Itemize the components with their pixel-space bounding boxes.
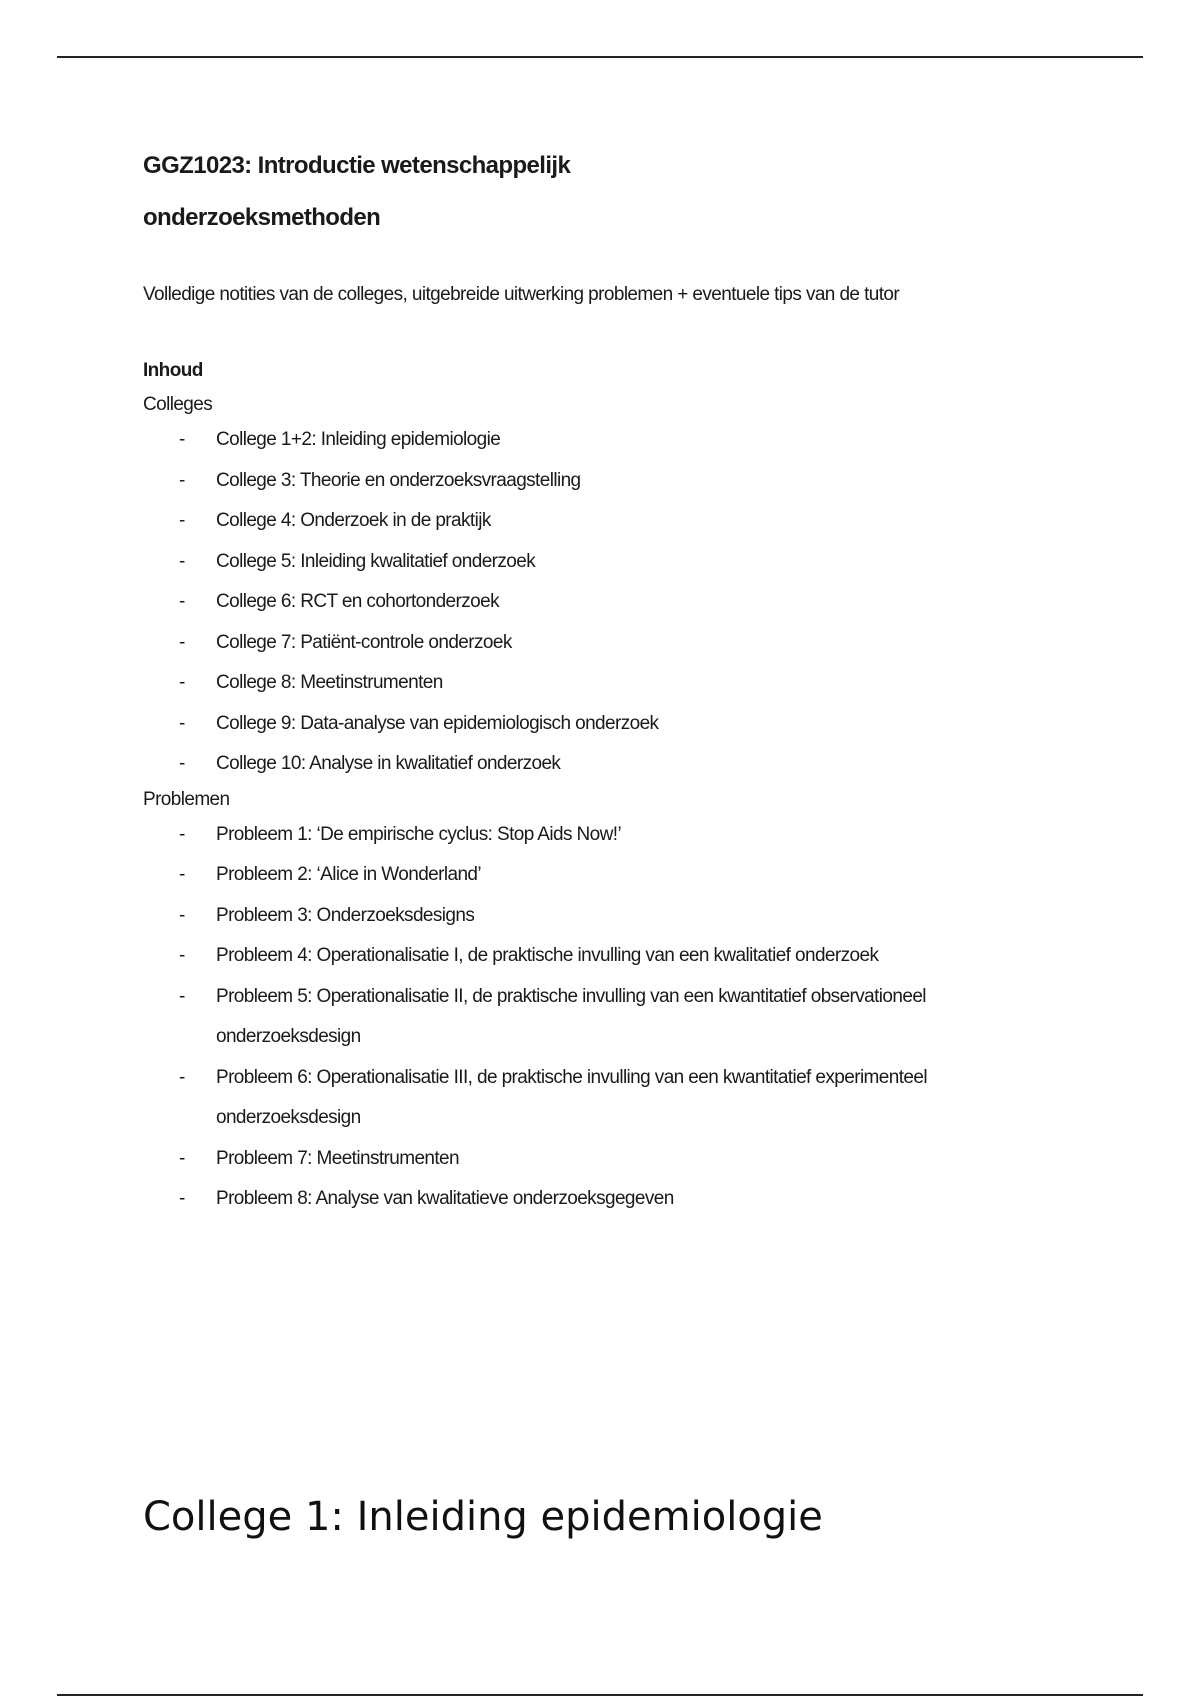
page-bottom-rule (57, 1694, 1143, 1696)
toc-item[interactable] (143, 582, 1103, 623)
bullet-dash: - (179, 550, 185, 572)
toc-item-label: Probleem 5: Operationalisatie II, de praktische invulling van een kwantitatief observationeel onderzoeksdesign (216, 985, 926, 1047)
document-body (143, 140, 1103, 1220)
toc-item[interactable] (143, 977, 1103, 1058)
bullet-dash: - (179, 712, 185, 734)
chapter-heading: College 1: Inleiding epidemiologie (143, 1494, 823, 1540)
document-subtitle: Volledige notities van de colleges, uitgebreide uitwerking problemen + eventuele tips van de tutor (143, 284, 900, 305)
bullet-dash: - (179, 1147, 185, 1169)
bullet-dash: - (179, 469, 185, 491)
document-title (143, 140, 1103, 244)
toc-item-label: College 9: Data-analyse van epidemiologisch onderzoek (216, 712, 659, 734)
document-title-line-2: onderzoeksmethoden (143, 204, 381, 231)
bullet-dash: - (179, 753, 185, 774)
bullet-dash: - (179, 904, 185, 926)
toc-item-label: College 1+2: Inleiding epidemiologie (216, 429, 501, 450)
toc-section-problemen: Problemen (143, 788, 230, 810)
toc-item-label: Probleem 6: Operationalisatie III, de praktische invulling van een kwantitatief experimenteel onderzoeksdesign (216, 1066, 927, 1128)
toc-item-label: College 6: RCT en cohortonderzoek (216, 591, 499, 612)
page-top-rule (57, 56, 1143, 58)
toc-item[interactable] (143, 1058, 1103, 1139)
bullet-dash: - (179, 510, 185, 531)
toc-item-label: Probleem 8: Analyse van kwalitatieve onderzoeksgegeven (216, 1188, 674, 1209)
toc-item[interactable] (143, 461, 1103, 502)
bullet-dash: - (179, 631, 185, 653)
toc-item-label: Probleem 2: ‘Alice in Wonderland’ (216, 864, 481, 885)
bullet-dash: - (179, 1188, 185, 1209)
toc-heading: Inhoud (143, 360, 203, 381)
document-title-line-1: GGZ1023: Introductie wetenschappelijk (143, 152, 571, 179)
toc-item-label: Probleem 4: Operationalisatie I, de praktische invulling van een kwalitatief onderzoek (216, 945, 879, 966)
toc-item-label: College 10: Analyse in kwalitatief onderzoek (216, 753, 561, 774)
toc-item-label: Probleem 7: Meetinstrumenten (216, 1147, 459, 1169)
toc-item[interactable] (143, 936, 1103, 977)
toc-item[interactable] (143, 704, 1103, 745)
toc-item[interactable] (143, 855, 1103, 896)
toc-item[interactable] (143, 501, 1103, 542)
toc-item-label: College 5: Inleiding kwalitatief onderzoek (216, 550, 536, 572)
toc-item-label: College 8: Meetinstrumenten (216, 672, 443, 693)
toc-item[interactable] (143, 623, 1103, 664)
toc-item[interactable] (143, 815, 1103, 856)
toc-item-label: College 7: Patiënt-controle onderzoek (216, 631, 512, 653)
toc-item-label: College 4: Onderzoek in de praktijk (216, 510, 491, 531)
bullet-dash: - (179, 945, 185, 966)
toc-item[interactable] (143, 744, 1103, 785)
bullet-dash: - (179, 985, 185, 1007)
bullet-dash: - (179, 823, 185, 845)
toc-item[interactable] (143, 542, 1103, 583)
toc-item-label: Probleem 3: Onderzoeksdesigns (216, 904, 475, 926)
toc-item[interactable] (143, 896, 1103, 937)
bullet-dash: - (179, 672, 185, 693)
bullet-dash: - (179, 1066, 185, 1088)
colleges-list (143, 420, 1103, 785)
toc-item-label: College 3: Theorie en onderzoeksvraagstelling (216, 469, 581, 491)
toc-item[interactable] (143, 1179, 1103, 1220)
toc-item[interactable] (143, 663, 1103, 704)
toc-item-label: Probleem 1: ‘De empirische cyclus: Stop Aids Now!’ (216, 823, 622, 845)
bullet-dash: - (179, 591, 185, 612)
bullet-dash: - (179, 864, 185, 885)
toc-section-colleges: Colleges (143, 394, 213, 415)
toc-item[interactable] (143, 420, 1103, 461)
problemen-list (143, 815, 1103, 1220)
toc-item[interactable] (143, 1139, 1103, 1180)
bullet-dash: - (179, 429, 185, 450)
